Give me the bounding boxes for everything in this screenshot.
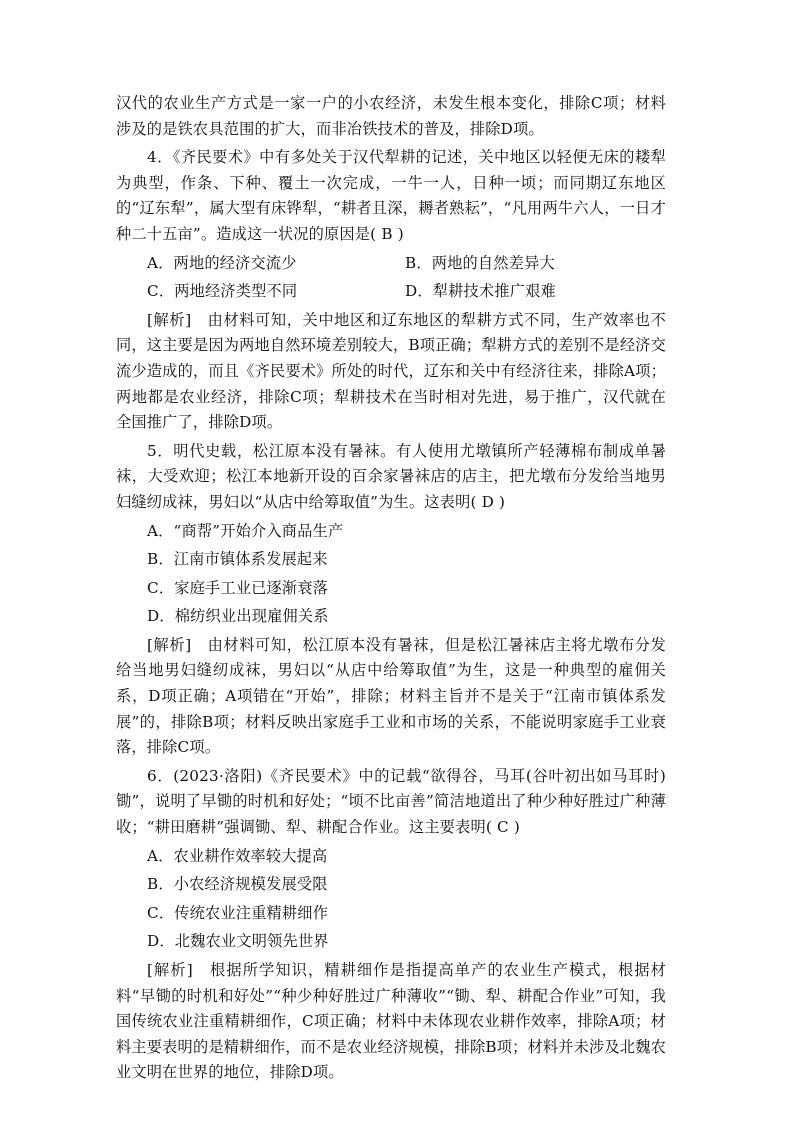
question-6-option-c: C．传统农业注重精耕细作 (147, 903, 329, 922)
question-5-stem: 5．明代史载，松江原本没有暑袜。有人使用尤墩镇所产轻薄棉布制成单暑袜，大受欢迎；松江本地新开设的百余家暑袜店的店主，把尤墩布分发给当地男妇缝纫成袜，男妇以“从店中给筹取值”为生。这表明( D ) (116, 441, 666, 511)
question-5-option-a: A．“商帮”开始介入商品生产 (147, 521, 344, 540)
question-4-options-row-2 (116, 279, 666, 305)
question-4-stem: 4．《齐民要术》中有多处关于汉代犁耕的记述，关中地区以轻便无床的耧犁为典型，作条、下种、覆土一次完成，一牛一人，日种一顷；而同期辽东地区的“辽东犁”，属大型有床铧犁，“耕者且深，耨者熟耘”，“凡用两牛六人，一日才种二十五亩”。造成这一状况的原因是( B ) (116, 148, 666, 243)
question-4-option-a: A．两地的经济交流少 (147, 253, 297, 272)
question-4-option-c: C．两地经济类型不同 (147, 282, 298, 301)
question-5-option-d: D．棉纺织业出现雇佣关系 (147, 607, 329, 626)
question-5-option-c: C．家庭手工业已逐渐衰落 (147, 578, 329, 597)
question-6-stem: 6．(2023·洛阳)《齐民要术》中的记载“欲得谷，马耳(谷叶初出如马耳时)锄”，说明了早锄的时机和好处；“顷不比亩善”简洁地道出了种少种好胜过广种薄收；“耕田磨耕”强调锄、犁、耕配合作业。这主要表明( C ) (116, 766, 666, 837)
question-6-option-a: A．农业耕作效率较大提高 (147, 846, 328, 865)
page-content (116, 91, 666, 1086)
question-6-option-b: B．小农经济规模发展受限 (147, 875, 328, 894)
question-5-analysis: [解析] 由材料可知，松江原本没有暑袜，但是松江暑袜店主将尤墩布分发给当地男妇缝纫成袜，男妇以“从店中给筹取值”为生，这是一种典型的雇佣关系，D项正确；A项错在“开始”，排除；材料主旨并不是关于“江南市镇体系发展”的，排除B项；材料反映出家庭手工业和市场的关系，不能说明家庭手工业衰落，排除C项。 (116, 635, 666, 757)
question-4-option-b: B．两地的自然差异大 (405, 253, 555, 272)
question-4-analysis: [解析] 由材料可知，关中地区和辽东地区的犁耕方式不同，生产效率也不同，这主要是因为两地自然环境差别较大，B项正确；犁耕方式的差别不是经济交流少造成的，而且《齐民要术》所处的时代，辽东和关中有经济往来，排除A项；两地都是农业经济，排除C项；犁耕技术在当时相对先进，易于推广，汉代就在全国推广了，排除D项。 (116, 310, 666, 432)
question-4-options-row-1 (116, 251, 666, 277)
question-6-analysis: [解析] 根据所学知识，精耕细作是指提高单产的农业生产模式，根据材料“早锄的时机和好处”“种少种好胜过广种薄收”“锄、犁、耕配合作业”可知，我国传统农业注重精耕细作，C项正确；材料中未体现农业耕作效率，排除A项；材料主要表明的是精耕细作，而不是农业经济规模，排除B项；材料并未涉及北魏农业文明在世界的地位，排除D项。 (116, 961, 666, 1082)
question-4-option-d: D．犁耕技术推广艰难 (405, 282, 556, 301)
intro-analysis-continuation: 汉代的农业生产方式是一家一户的小农经济，未发生根本变化，排除C项；材料涉及的是铁农具范围的扩大，而非冶铁技术的普及，排除D项。 (116, 94, 666, 138)
question-6-option-d: D．北魏农业文明领先世界 (147, 932, 329, 951)
question-5-option-b: B．江南市镇体系发展起来 (147, 550, 328, 569)
